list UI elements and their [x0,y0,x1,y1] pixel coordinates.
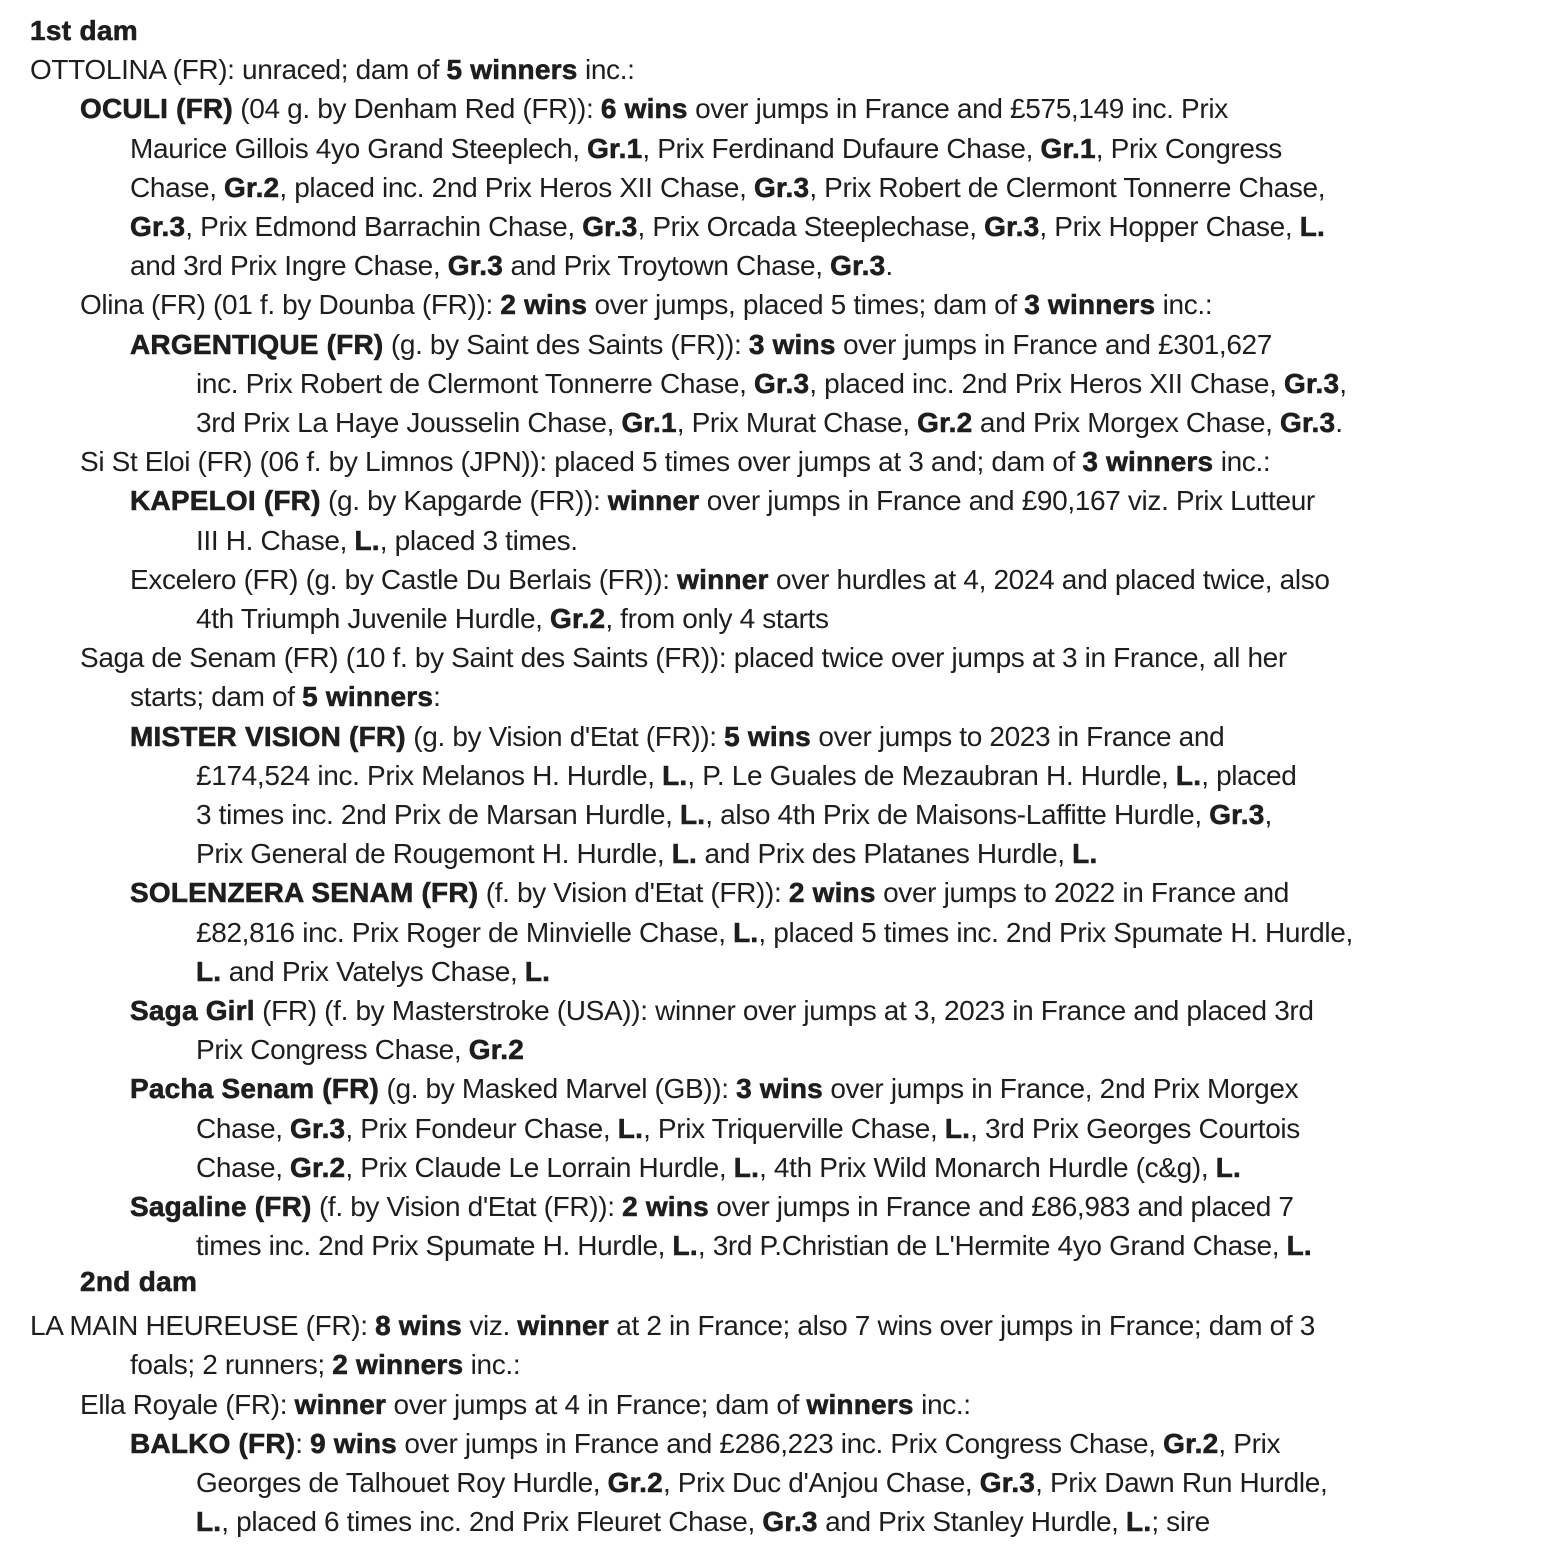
text: , placed 3 times. [379,525,578,556]
text: , 3rd Prix Georges Courtois [970,1113,1300,1144]
text: , Prix Triquerville Chase, [643,1113,945,1144]
text: (g. by Masked Marvel (GB)): [379,1073,737,1104]
bold-text: L. [354,525,380,556]
text: , Prix Ferdinand Dufaure Chase, [642,133,1041,164]
text: 4th Triumph Juvenile Hurdle, [196,603,551,634]
text: and Prix Stanley Hurdle, [817,1506,1127,1537]
text: : [295,1428,311,1459]
text: , Prix Murat Chase, [676,407,918,438]
bold-text: Gr.1 [587,133,643,164]
bold-text: 5 wins [724,721,811,752]
text: inc.: [1213,446,1271,477]
text: £82,816 inc. Prix Roger de Minvielle Chase, [196,917,734,948]
text: OTTOLINA (FR): unraced; dam of [30,54,447,85]
bold-text: Gr.3 [979,1467,1036,1498]
bold-text: Gr.3 [290,1113,346,1144]
bold-text: L. [733,1152,760,1183]
text: (g. by Vision d'Etat (FR)): [405,721,725,752]
text: , Prix [1218,1428,1281,1459]
entry-line [196,795,1272,834]
text: Prix General de Rougemont H. Hurdle, [196,838,672,869]
bold-text: 2 wins [788,877,876,908]
section-heading: 2nd dam [80,1266,198,1297]
entry-line [130,873,1289,912]
text: Maurice Gillois 4yo Grand Steeplech, [130,133,588,164]
bold-text: winner [607,485,700,516]
bold-text: Gr.3 [447,250,504,281]
text: . [1335,407,1343,438]
bold-text: L. [1072,838,1098,869]
bold-text: Gr.3 [582,211,638,242]
text: Si St Eloi (FR) (06 f. by Limnos (JPN)): placed 5 times over jumps at 3 and; dam of [80,446,1083,477]
bold-text: Gr.1 [621,407,677,438]
entry-line [196,1463,1327,1502]
bold-text: BALKO (FR) [130,1428,296,1459]
bold-text: 3 wins [736,1073,823,1104]
bold-text: L. [944,1113,971,1144]
bold-text: L. [672,1230,698,1261]
text: inc.: [577,54,635,85]
text: over jumps in France and £575,149 inc. Prix [687,93,1228,124]
entry-line [196,521,578,560]
text: and 3rd Prix Ingre Chase, [130,250,448,281]
bold-text: L. [196,956,222,987]
bold-text: 2 wins [622,1191,709,1222]
bold-text: KAPELOI (FR) [130,485,321,516]
text: Chase, [196,1152,291,1183]
text: , also 4th Prix de Maisons-Laffitte Hurdle, [705,799,1210,830]
bold-text: Gr.2 [917,407,973,438]
text: viz. [461,1310,518,1341]
entry-line [80,638,1287,677]
entry-line [196,913,1353,952]
bold-text: Gr.2 [468,1034,525,1065]
text: , Prix Claude Le Lorrain Hurdle, [345,1152,734,1183]
bold-text: Sagaline (FR) [130,1191,312,1222]
entry-line [130,1069,1298,1108]
text: , Prix Hopper Chase, [1039,211,1300,242]
bold-text: Gr.2 [550,603,606,634]
entry-line [30,1306,1315,1345]
bold-text: 9 wins [310,1428,397,1459]
entry-line [196,756,1297,795]
text: , placed 6 times inc. 2nd Prix Fleuret Chase, [221,1506,763,1537]
bold-text: Gr.1 [1040,133,1096,164]
text: starts; dam of [130,681,303,712]
entry-line [130,991,1314,1030]
text: and Prix Morgex Chase, [972,407,1280,438]
entry-line [130,129,1282,168]
bold-text: 5 winners [446,54,578,85]
text: , Prix Orcada Steeplechase, [637,211,985,242]
text: over jumps in France and £301,627 [835,329,1272,360]
entry-line [196,1109,1300,1148]
text: Chase, [130,172,225,203]
text: times inc. 2nd Prix Spumate H. Hurdle, [196,1230,673,1261]
text: , Prix Robert de Clermont Tonnerre Chase, [809,172,1326,203]
bold-text: L. [1175,760,1202,791]
text: at 2 in France; also 7 wins over jumps in France; dam of 3 [608,1310,1315,1341]
entry-line [80,89,1228,128]
text: , 4th Prix Wild Monarch Hurdle (c&g), [759,1152,1216,1183]
bold-text: winner [517,1310,609,1341]
text: foals; 2 runners; [130,1349,333,1380]
text: : [433,681,441,712]
text: over jumps to 2023 in France and [810,721,1225,752]
bold-text: OCULI (FR) [80,93,233,124]
bold-text: Gr.3 [130,211,186,242]
bold-text: L. [1286,1230,1312,1261]
bold-text: L. [1215,1152,1241,1183]
bold-text: Gr.2 [1163,1428,1219,1459]
entry-line [130,560,1330,599]
text: £174,524 inc. Prix Melanos H. Hurdle, [196,760,663,791]
text: Saga de Senam (FR) (10 f. by Saint des Saints (FR)): placed twice over jumps at 3 in France, all her [80,642,1287,673]
entry-line [80,285,1212,324]
text: , Prix Fondeur Chase, [345,1113,618,1144]
bold-text: 5 winners [302,681,434,712]
text: . [885,250,893,281]
entry-line [130,717,1224,756]
text: and Prix Vatelys Chase, [221,956,525,987]
text: inc.: [913,1389,971,1420]
text: (g. by Kapgarde (FR)): [320,485,608,516]
text: over jumps, placed 5 times; dam of [587,289,1025,320]
text: ; sire [1151,1506,1210,1537]
text: Olina (FR) (01 f. by Dounba (FR)): [80,289,501,320]
text: over jumps in France, 2nd Prix Morgex [822,1073,1299,1104]
text: (f. by Vision d'Etat (FR)): [478,877,789,908]
text: , placed 5 times inc. 2nd Prix Spumate H. Hurdle, [758,917,1353,948]
text: , [1264,799,1272,830]
entry-line [130,246,893,285]
text: Georges de Talhouet Roy Hurdle, [196,1467,608,1498]
bold-text: 3 wins [748,329,836,360]
entry-line [130,1345,520,1384]
bold-text: L. [671,838,698,869]
entry-line [130,1187,1294,1226]
bold-text: L. [733,917,759,948]
text: over hurdles at 4, 2024 and placed twice, also [768,564,1330,595]
bold-text: SOLENZERA SENAM (FR) [130,877,479,908]
bold-text: Gr.3 [1283,368,1340,399]
bold-text: 6 wins [600,93,688,124]
text: Ella Royale (FR): [80,1389,295,1420]
entry-line [196,1148,1241,1187]
text: (04 g. by Denham Red (FR)): [232,93,601,124]
text: , Prix Edmond Barrachin Chase, [185,211,583,242]
entry-line [196,364,1347,403]
text: (g. by Saint des Saints (FR)): [383,329,749,360]
bold-text: Gr.3 [984,211,1040,242]
bold-text: L. [196,1506,222,1537]
bold-text: Gr.3 [754,368,810,399]
entry-line [80,1385,971,1424]
text: inc. Prix Robert de Clermont Tonnerre Chase, [196,368,754,399]
entry-line [130,1424,1280,1463]
bold-text: Gr.3 [830,250,886,281]
bold-text: 3 winners [1082,446,1214,477]
section-heading: 1st dam [30,15,138,46]
text: and Prix Troytown Chase, [503,250,831,281]
entry-line [130,207,1325,246]
text: inc.: [1155,289,1213,320]
text: , placed inc. 2nd Prix Heros XII Chase, [809,368,1284,399]
entry-line [196,952,550,991]
entry-line [196,1030,524,1069]
text: (FR) (f. by Masterstroke (USA)): winner over jumps at 3, 2023 in France and placed 3rd [254,995,1314,1026]
bold-text: 2 winners [332,1349,464,1380]
entry-line [196,1226,1312,1265]
text: and Prix des Platanes Hurdle, [697,838,1073,869]
bold-text: Gr.2 [607,1467,663,1498]
bold-text: winners [806,1389,914,1420]
bold-text: 3 winners [1024,289,1156,320]
bold-text: Gr.3 [762,1506,818,1537]
text: , placed inc. 2nd Prix Heros XII Chase, [279,172,755,203]
entry-line [196,599,829,638]
text: over jumps in France and £286,223 inc. Prix Congress Chase, [396,1428,1164,1459]
bold-text: L. [617,1113,644,1144]
entry-line [130,481,1315,520]
bold-text: MISTER VISION (FR) [130,721,406,752]
entry-line [130,168,1325,207]
entry-line [30,50,635,89]
entry-line [196,834,1097,873]
bold-text: Gr.3 [1209,799,1265,830]
text: , [1339,368,1347,399]
bold-text: 2 wins [500,289,588,320]
entry-line [196,403,1343,442]
text: Prix Congress Chase, [196,1034,469,1065]
bold-text: Pacha Senam (FR) [130,1073,380,1104]
text: 3 times inc. 2nd Prix de Marsan Hurdle, [196,799,680,830]
bold-text: 8 wins [375,1310,462,1341]
bold-text: Saga Girl [130,995,255,1026]
text: , from only 4 starts [605,603,829,634]
bold-text: Gr.3 [1279,407,1336,438]
text: over jumps in France and £86,983 and placed 7 [708,1191,1294,1222]
bold-text: Gr.3 [754,172,810,203]
text: , Prix Duc d'Anjou Chase, [662,1467,980,1498]
bold-text: ARGENTIQUE (FR) [130,329,384,360]
bold-text: L. [1126,1506,1152,1537]
text: Chase, [196,1113,291,1144]
entry-line [130,677,441,716]
entry-line [80,442,1270,481]
text: over jumps to 2022 in France and [875,877,1289,908]
bold-text: winner [677,564,769,595]
text: , 3rd P.Christian de L'Hermite 4yo Grand Chase, [697,1230,1287,1261]
bold-text: Gr.2 [290,1152,346,1183]
bold-text: L. [680,799,706,830]
bold-text: Gr.2 [224,172,280,203]
text: over jumps at 4 in France; dam of [386,1389,807,1420]
text: , P. Le Guales de Mezaubran H. Hurdle, [687,760,1176,791]
text: Excelero (FR) (g. by Castle Du Berlais (FR)): [130,564,678,595]
bold-text: L. [1299,211,1326,242]
bold-text: L. [662,760,688,791]
text: (f. by Vision d'Etat (FR)): [311,1191,623,1222]
bold-text: winner [294,1389,387,1420]
text: , placed [1201,760,1297,791]
text: , Prix Congress [1095,133,1282,164]
text: inc.: [463,1349,521,1380]
text: , Prix Dawn Run Hurdle, [1035,1467,1328,1498]
entry-line [196,1502,1210,1541]
text: LA MAIN HEUREUSE (FR): [30,1310,376,1341]
bold-text: L. [524,956,551,987]
entry-line [130,325,1272,364]
text: III H. Chase, [196,525,355,556]
text: over jumps in France and £90,167 viz. Prix Lutteur [699,485,1315,516]
text: 3rd Prix La Haye Jousselin Chase, [196,407,622,438]
